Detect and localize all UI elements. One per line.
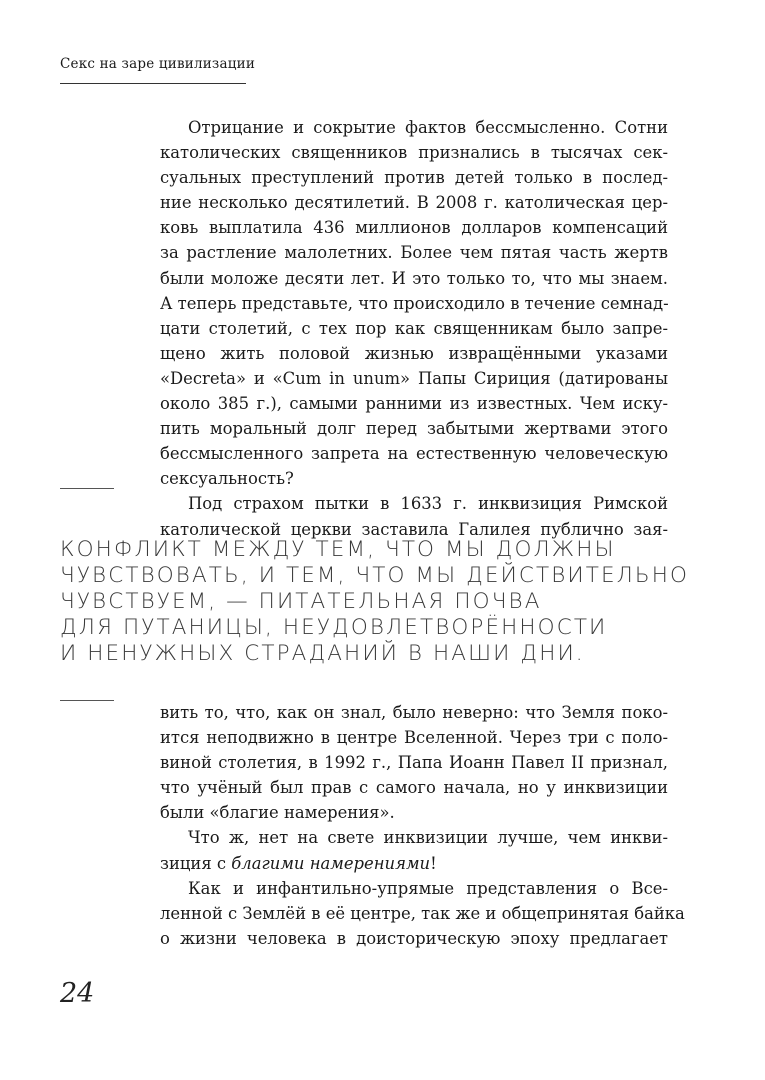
emphasis-text: благими намерениями: [231, 853, 431, 873]
body-text-section-2: [160, 700, 685, 951]
pull-quote-line: ЧУВСТВУЕМ, — ПИТАТЕЛЬНАЯ ПОЧВА: [60, 589, 542, 614]
text-line: бессмысленного запрета на естественную человеческую: [160, 444, 668, 464]
text-line: Отрицание и сокрытие фактов бессмысленно. Сотни: [188, 118, 668, 137]
pull-quote-line: КОНФЛИКТ МЕЖДУ ТЕМ, ЧТО МЫ ДОЛЖНЫ: [60, 537, 616, 562]
text-line: ковь выплатила 436 миллионов долларов компенсаций: [160, 218, 668, 238]
text-line: Как и инфантильно-упрямые представления о Все-: [188, 878, 668, 898]
text-line: виной столетия, в 1992 г., Папа Иоанн Павел II признал,: [160, 753, 668, 773]
margin-rule-top: [60, 488, 114, 489]
page-number: 24: [60, 978, 95, 1009]
text-line: пить моральный долг перед забытыми жертвами этого: [160, 419, 668, 439]
text-line: около 385 г.), самыми ранними из известных. Чем иску-: [160, 394, 668, 414]
text-line: цати столетий, с тех пор как священникам было запре-: [160, 318, 668, 338]
running-header-title: Секс на заре цивилизации: [60, 56, 256, 72]
text-line: ится неподвижно в центре Вселенной. Через три с поло-: [160, 728, 668, 748]
text-line: «Decreta» и «Cum in unum» Папы Сириция (датированы: [160, 368, 668, 388]
text-line: о жизни человека в доисторическую эпоху предлагает: [160, 928, 668, 948]
text-line-mixed: [160, 851, 668, 876]
body-text-section-1: [160, 115, 668, 542]
text-line: католической церкви заставила Галилея публично зая-: [160, 519, 668, 539]
text-line: Что ж, нет на свете инквизиции лучше, чем инкви-: [188, 828, 668, 848]
text-line: ленной с Землёй в её центре, так же и общепринятая байка: [160, 903, 685, 923]
text-line: суальных преступлений против детей только в послед-: [160, 168, 668, 188]
text-fragment: !: [430, 853, 437, 873]
text-fragment: зиция с: [160, 853, 232, 873]
text-line: за растление малолетних. Более чем пятая часть жертв: [160, 243, 668, 263]
pull-quote-line: ЧУВСТВОВАТЬ, И ТЕМ, ЧТО МЫ ДЕЙСТВИТЕЛЬНО: [60, 563, 690, 588]
text-line: были моложе десяти лет. И это только то, что мы знаем.: [160, 268, 668, 288]
text-line: вить то, что, как он знал, было неверно: что Земля поко-: [160, 703, 668, 722]
pull-quote: [60, 537, 700, 667]
text-line: были «благие намерения».: [160, 803, 395, 823]
text-line: А теперь представьте, что происходило в течение семнад-: [160, 293, 669, 313]
pull-quote-line: И НЕНУЖНЫХ СТРАДАНИЙ В НАШИ ДНИ.: [60, 641, 585, 666]
margin-rule-bottom: [60, 700, 114, 701]
text-line: Под страхом пытки в 1633 г. инквизиция Римской: [188, 494, 668, 514]
text-line: сексуальность?: [160, 469, 294, 489]
pull-quote-line: ДЛЯ ПУТАНИЦЫ, НЕУДОВЛЕТВОРЁННОСТИ: [60, 615, 608, 640]
text-line: ние несколько десятилетий. В 2008 г. католическая цер-: [160, 193, 668, 213]
header-rule: [60, 83, 246, 84]
text-line: щено жить половой жизнью извращёнными указами: [160, 343, 668, 363]
text-line: что учёный был прав с самого начала, но у инквизиции: [160, 778, 668, 798]
text-line: католических священников признались в тысячах сек-: [160, 143, 668, 163]
